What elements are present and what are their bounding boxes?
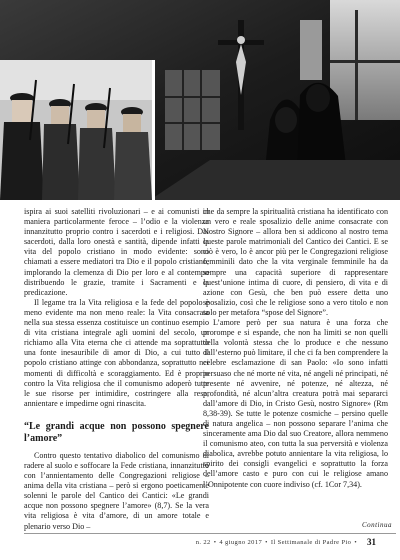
footer-rule (24, 533, 396, 534)
publication-name: Il Settimanale di Padre Pio (270, 539, 352, 546)
soldiers-parade-photo (0, 60, 155, 203)
issue-number: n. 22 (195, 539, 211, 546)
paragraph: Contro questo tentativo diabolico del comunismo di radere al suolo e soffocare la Fede cristiana, innanzitutto con l’annientamento delle Congregazioni religiose – anima della vita cristiana – però si ergono poeticamente solenni le parole del Cantico dei Cantici: «Le grandi acque non possono spegnere l’amore» (8,7). Se la vera vita religiosa è vita d’amore, di un amore totale e plenario verso Dio – (24, 450, 209, 531)
paragraph: Il legame tra la Vita religiosa e la fede del popolo è meno evidente ma non meno reale: la Vita consacrata nella sua stessa essenza costituisce un continuo esempio di vita cristiana integrale agli uomini del secolo, un richiamo alla Vita eterna che ci attende ma soprattutto una fonte inesauribile di amor di Dio, a cui tutto il popolo cristiano attinge con abbondanza, soprattutto nei momenti di difficoltà e scoraggiamento. Ed è proprio contro la Vita religiosa che il comunismo adoperò tutte le sue risorse per intimidire, costringere alla resa, annientare e impedirne ogni rinascita. (24, 297, 209, 408)
left-text-column (24, 207, 209, 532)
right-text-column (203, 207, 388, 490)
section-heading: “Le grandi acque non possono spegnere l’amore” (24, 420, 209, 444)
page-footer (0, 533, 400, 555)
issue-date: 4 giugno 2017 (219, 539, 263, 546)
paragraph: che da sempre la spiritualità cristiana ha identificato con un vero e reale sposalizio delle anime consacrate con Nostro Signore – allora ben si addicono al nostro tema queste parole matrimoniali del Cantico dei Cantici. E se ciò è vero, lo è ancor più per le Congregazioni religiose femminili dato che la vita verginale femminile ha da sempre una capacità superiore di rappresentare quest’unione intima di cuore, di pensiero, di vita e di azione con Gesù, che ben può essere detta uno sposalizio, così che le religiose sono a vero titolo e non solo per metafora “spose del Signore”. (203, 207, 388, 317)
paragraph: L’amore però per sua natura è una forza che prorompe e si espande, che non ha limiti se non quelli della volontà stessa che lo produce e che nessuno dall’esterno può limitare, il che ci fa ben comprendere la celebre esclamazione di san Paolo: «Io sono infatti persuaso che né morte né vita, né angeli né principati, né presente né avvenire, né potenze, né altezza, né profondità, né alcun’altra creatura potrà mai separarci dall’amore di Dio, in Cristo Gesù, nostro Signore» (Rm 8,38-39). Se tutte le potenze cosmiche – persino quelle di natura angelica – non possono separare l’anima che sinceramente ama Dio dal suo Creatore, allora nemmeno il comunismo ateo, con tutta la sua perversità e violenza diabolica, avrebbe potuto annientare la vita religiosa, lo spirito dei consigli evangelici e soprattutto la forza dell’amore casto e puro con cui le religiose amano l’Onnipotente con cuore indiviso (cf. 1Cor 7,34). (203, 318, 388, 489)
footer-running-head: n. 22 • 4 giugno 2017 • Il Settimanale di Padre Pio • (195, 539, 357, 546)
page-number: 31 (367, 537, 376, 547)
paragraph: ispira ai suoi satelliti rivoluzionari – e ai comunisti in maniera particolarmente feroce – l’odio e la violenza innanzitutto proprio contro i sacerdoti e i religiosi. Dai sacerdoti, dalla loro onestà e santità, dipende infatti la vita del popolo cristiano in modo evidente: sono chiamati a essere mediatori tra Dio e il popolo cristiano, implorando la clemenza di Dio per loro e al contempo distribuendo le grazie, tramite i Sacramenti e la predicazione. (24, 207, 209, 297)
continued-label: Continua (361, 521, 392, 529)
